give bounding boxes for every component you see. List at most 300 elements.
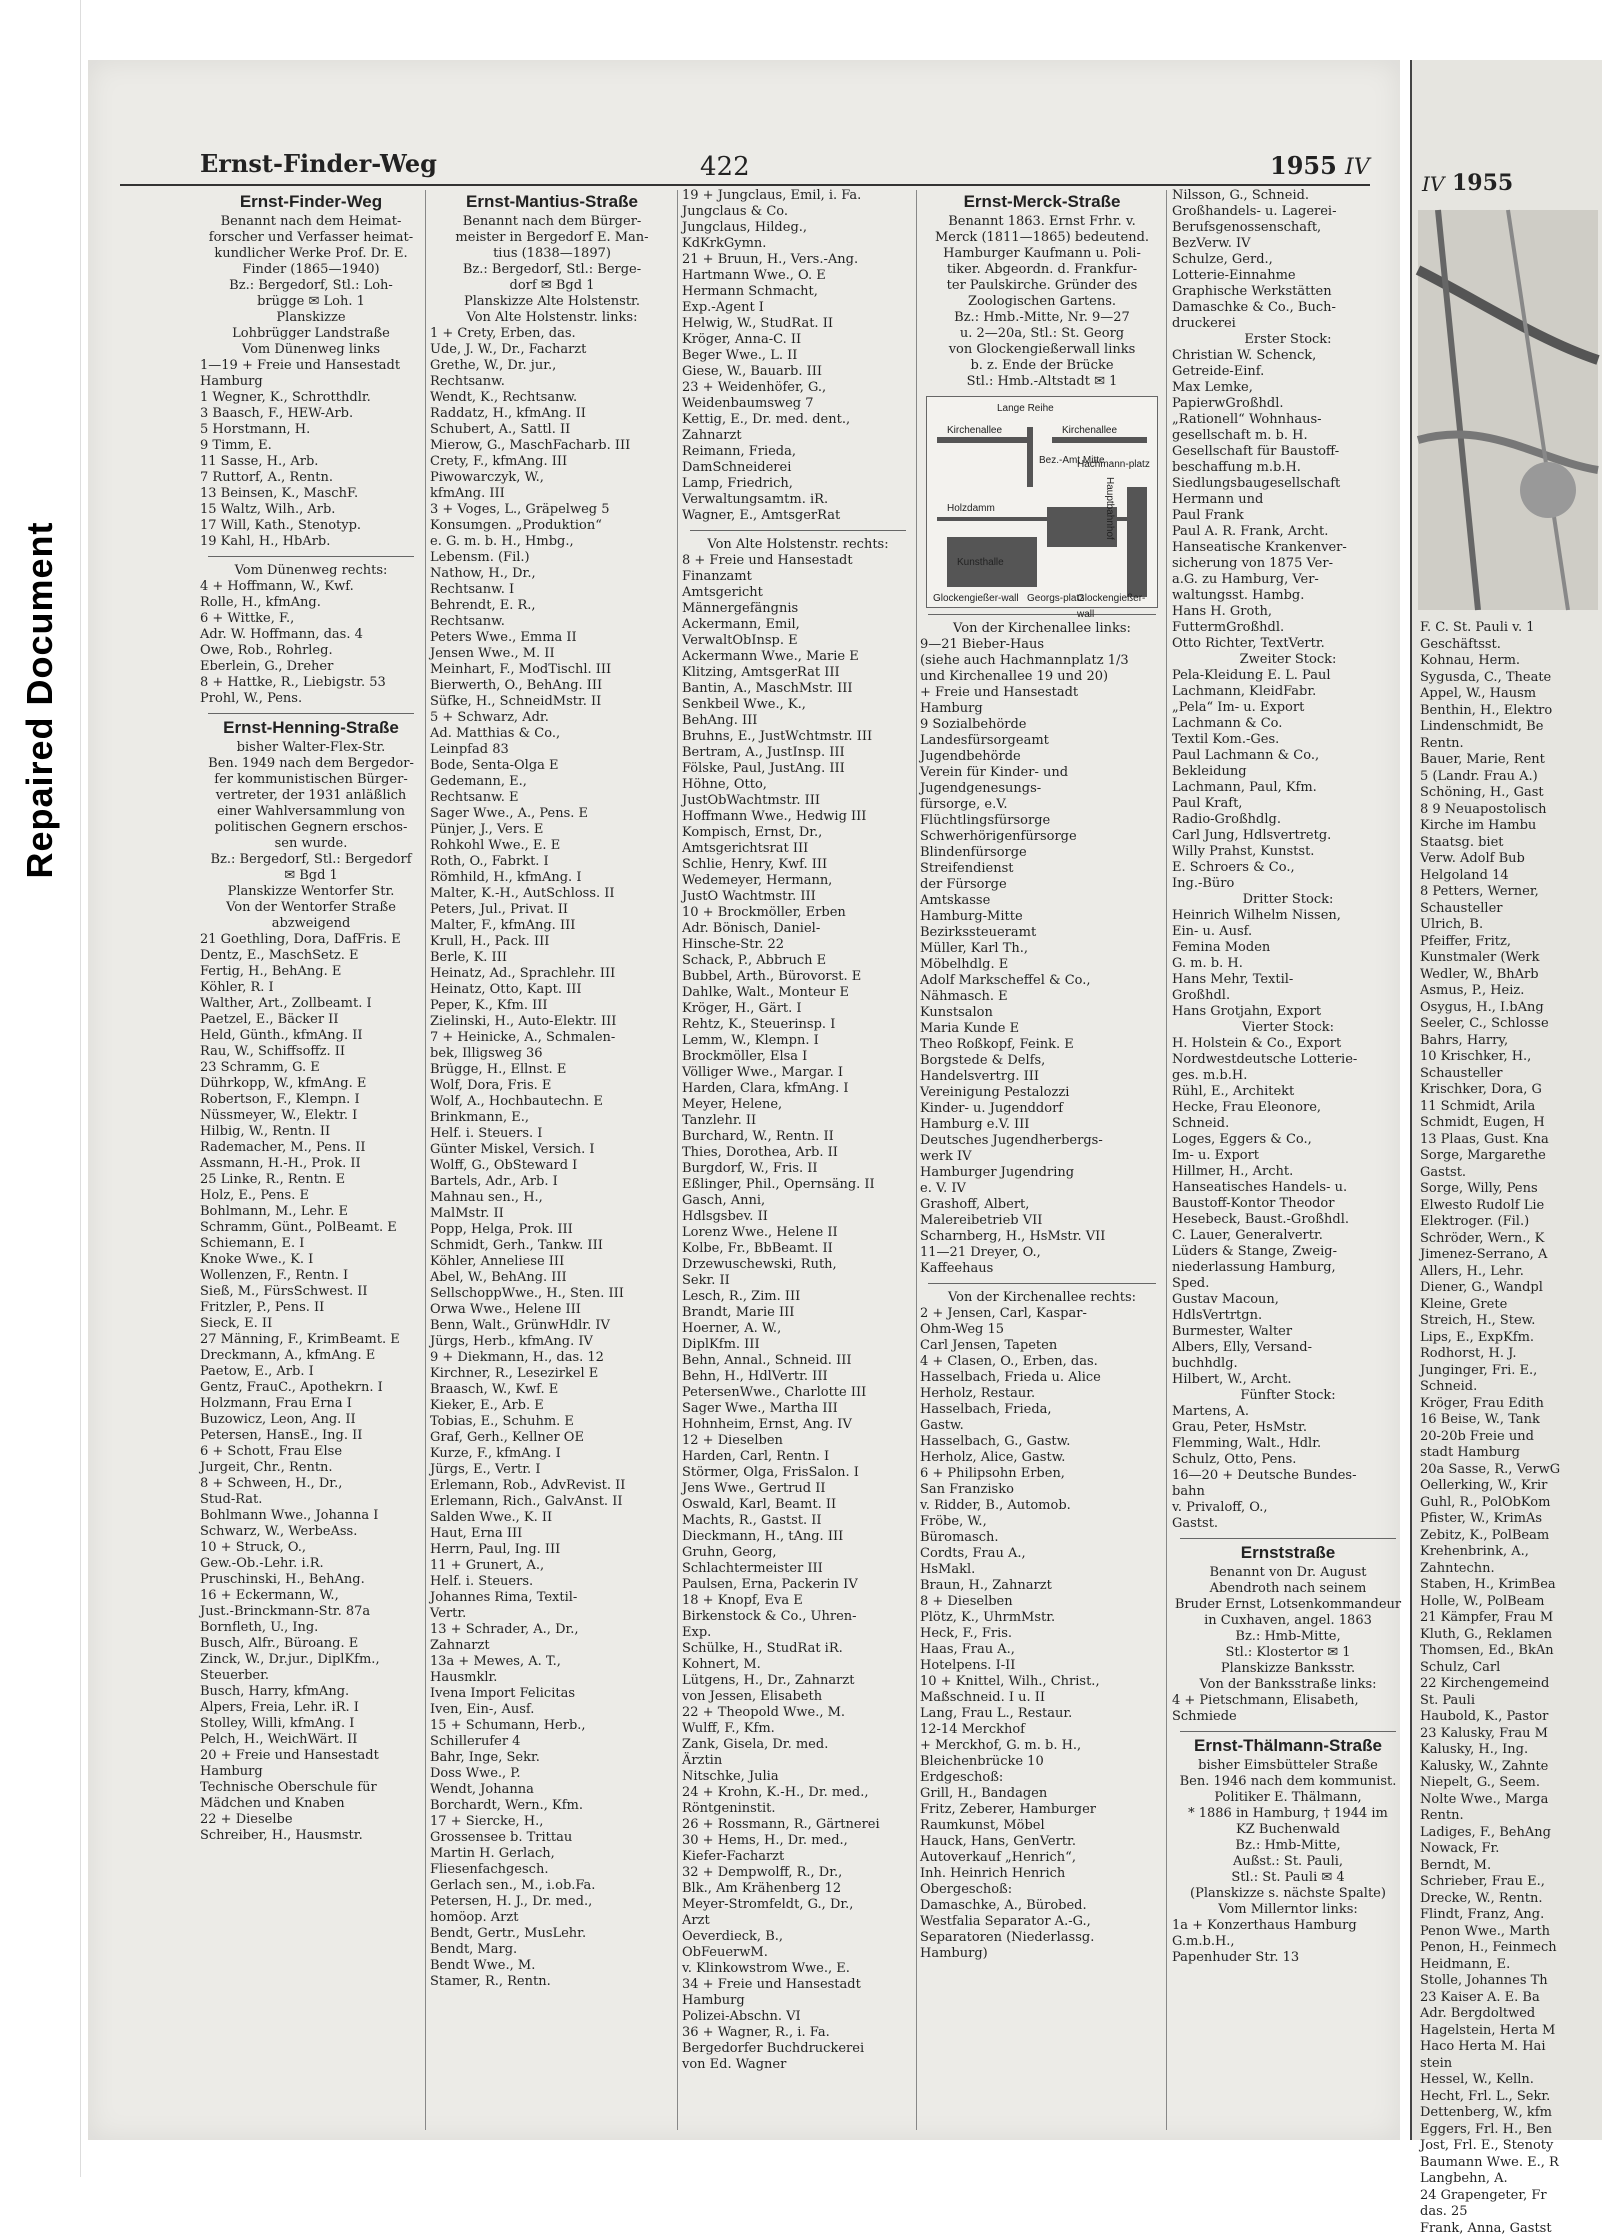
map-label: Lange Reihe xyxy=(997,401,1054,417)
map-label: Georgs-platz xyxy=(1027,591,1084,607)
street-note: Benannt von Dr. August xyxy=(1172,1565,1404,1581)
directory-entry: Berle, K. III xyxy=(430,950,674,966)
directory-entry: Bendt Wwe., M. xyxy=(430,1958,674,1974)
directory-entry: Dreckmann, A., kfmAng. E xyxy=(200,1348,422,1364)
directory-entry: 12-14 Merckhof xyxy=(920,1722,1164,1738)
adjacent-entry: Kleine, Grete xyxy=(1420,1297,1600,1314)
adjacent-entry: 23 Kalusky, Frau M xyxy=(1420,1726,1600,1743)
divider xyxy=(928,1283,1156,1284)
map-label: Bez.-Amt Mitte xyxy=(1039,453,1105,469)
directory-entry: Schmiede xyxy=(1172,1709,1404,1725)
directory-entry: Wollenzen, F., Rentn. I xyxy=(200,1268,422,1284)
directory-entry: Braasch, W., Kwf. E xyxy=(430,1382,674,1398)
directory-entry: 8 + Dieselben xyxy=(920,1594,1164,1610)
directory-entry: Erdgeschoß: xyxy=(920,1770,1164,1786)
directory-entry: Bohlmann Wwe., Johanna I xyxy=(200,1508,422,1524)
map-label: Glockengießer-wall xyxy=(1077,591,1157,623)
directory-entry: Paul Kraft, xyxy=(1172,796,1404,812)
directory-entry: Femina Moden xyxy=(1172,940,1404,956)
street-note: in Cuxhaven, angel. 1863 xyxy=(1172,1613,1404,1629)
directory-entry: Köhler, Anneliese III xyxy=(430,1254,674,1270)
directory-entry: Hohnheim, Ernst, Ang. IV xyxy=(682,1417,914,1433)
directory-entry: Busch, Alfr., Büroang. E xyxy=(200,1636,422,1652)
directory-entry: Berufsgenossenschaft, xyxy=(1172,220,1404,236)
directory-entry: 27 Männing, F., KrimBeamt. E xyxy=(200,1332,422,1348)
adjacent-entry: Benthin, H., Elektro xyxy=(1420,703,1600,720)
adjacent-entry: Penon Wwe., Marth xyxy=(1420,1924,1600,1941)
directory-entry: Hamburg xyxy=(200,374,422,390)
adjacent-entry: 8 Petters, Werner, xyxy=(1420,884,1600,901)
directory-entry: 11—21 Dreyer, O., xyxy=(920,1245,1164,1261)
directory-entry: Jugendbehörde xyxy=(920,749,1164,765)
directory-entry: Gustav Macoun, xyxy=(1172,1292,1404,1308)
directory-entry: Hans Mehr, Textil- xyxy=(1172,972,1404,988)
directory-entry: Kirchner, R., Lesezirkel E xyxy=(430,1366,674,1382)
directory-entry: 21 + Bruun, H., Vers.-Ang. xyxy=(682,252,914,268)
directory-entry: 4 + Pietschmann, Elisabeth, xyxy=(1172,1693,1404,1709)
directory-entry: Adolf Markscheffel & Co., xyxy=(920,973,1164,989)
adjacent-entry: Heidmann, E. xyxy=(1420,1957,1600,1974)
directory-entry: 11 + Grunert, A., xyxy=(430,1558,674,1574)
street-note: Merck (1811—1865) bedeutend. xyxy=(920,230,1164,246)
directory-entry: Schiemann, E. I xyxy=(200,1236,422,1252)
adjacent-entry: Wedler, W., BhArb xyxy=(1420,967,1600,984)
directory-entry: 17 + Siercke, H., xyxy=(430,1814,674,1830)
directory-entry: Paul Lachmann & Co., xyxy=(1172,748,1404,764)
map-label: Kirchenallee xyxy=(1062,423,1117,439)
directory-entry: Baustoff-Kontor Theodor xyxy=(1172,1196,1404,1212)
directory-entry: Gedemann, E., xyxy=(430,774,674,790)
directory-entry: Kolbe, Fr., BbBeamt. II xyxy=(682,1241,914,1257)
directory-entry: Günter Miskel, Versich. I xyxy=(430,1142,674,1158)
map-label: Hauptbahnhof xyxy=(1101,477,1117,540)
directory-entry: waltungsst. Hambg. xyxy=(1172,588,1404,604)
directory-entry: Christian W. Schenck, xyxy=(1172,348,1404,364)
directory-entry: Blk., Am Krähenberg 12 xyxy=(682,1881,914,1897)
adjacent-map-svg xyxy=(1418,210,1598,610)
directory-entry: Rolle, H., kfmAng. xyxy=(200,595,422,611)
street-note: Planskizze Alte Holstenstr. xyxy=(430,294,674,310)
directory-entry: Burmester, Walter xyxy=(1172,1324,1404,1340)
adjacent-entry: Bahrs, Harry, xyxy=(1420,1033,1600,1050)
directory-entry: Schramm, Günt., PolBeamt. E xyxy=(200,1220,422,1236)
directory-entry: Hamburg e.V. III xyxy=(920,1117,1164,1133)
directory-entry: Meyer-Stromfeldt, G., Dr., xyxy=(682,1897,914,1913)
directory-entry: Im- u. Export xyxy=(1172,1148,1404,1164)
directory-entry: Helf. i. Steuers. xyxy=(430,1574,674,1590)
street-note: KZ Buchenwald xyxy=(1172,1822,1404,1838)
directory-entry: Behn, Annal., Schneid. III xyxy=(682,1353,914,1369)
directory-entry: Separatoren (Niederlassg. xyxy=(920,1930,1164,1946)
directory-entry: Hoffmann Wwe., Hedwig III xyxy=(682,809,914,825)
directory-entry: Grill, H., Bandagen xyxy=(920,1786,1164,1802)
directory-entry: Erlemann, Rich., GalvAnst. II xyxy=(430,1494,674,1510)
directory-entry: Helwig, W., StudRat. II xyxy=(682,316,914,332)
adjacent-entry: Kirche im Hambu xyxy=(1420,818,1600,835)
directory-entry: Paetow, E., Arb. I xyxy=(200,1364,422,1380)
directory-entry: und Kirchenallee 19 und 20) xyxy=(920,669,1164,685)
street-note: Von der Wentorfer Straße xyxy=(200,900,422,916)
directory-entry: Kurze, F., kfmAng. I xyxy=(430,1446,674,1462)
directory-entry: gesellschaft m. b. H. xyxy=(1172,428,1404,444)
directory-entry: Harden, Carl, Rentn. I xyxy=(682,1449,914,1465)
page-header xyxy=(120,150,1370,186)
directory-entry: Pruschinski, H., BehAng. xyxy=(200,1572,422,1588)
directory-entry: Polizei-Abschn. VI xyxy=(682,2009,914,2025)
directory-entry: 5 Horstmann, H. xyxy=(200,422,422,438)
directory-entry: Hamburger Jugendring xyxy=(920,1165,1164,1181)
adjacent-entry: Helgoland 14 xyxy=(1420,868,1600,885)
directory-entry: Bezirkssteueramt xyxy=(920,925,1164,941)
adjacent-entry: Langbehn, A. xyxy=(1420,2171,1600,2188)
directory-entry: ObFeuerwM. xyxy=(682,1945,914,1961)
directory-entry: Lachmann, Paul, Kfm. xyxy=(1172,780,1404,796)
directory-entry: Lesch, R., Zim. III xyxy=(682,1289,914,1305)
street-note: Bz.: Hmb-Mitte, xyxy=(1172,1838,1404,1854)
street-note: von Glockengießerwall links xyxy=(920,342,1164,358)
adjacent-entry: F. C. St. Pauli v. 1 xyxy=(1420,620,1600,637)
street-note: Bz.: Hmb-Mitte, xyxy=(1172,1629,1404,1645)
directory-entry: E. Schroers & Co., xyxy=(1172,860,1404,876)
directory-entry: Exp.-Agent I xyxy=(682,300,914,316)
adjacent-entry: Drecke, W., Rentn. xyxy=(1420,1891,1600,1908)
directory-entry: Kinder- u. Jugenddorf xyxy=(920,1101,1164,1117)
adjacent-map-sketch xyxy=(1418,210,1598,610)
directory-entry: Reimann, Frieda, xyxy=(682,444,914,460)
map-label: Hachmann-platz xyxy=(1077,457,1150,473)
directory-entry: Burgdorf, W., Fris. II xyxy=(682,1161,914,1177)
directory-entry: 18 + Knopf, Eva E xyxy=(682,1593,914,1609)
street-note: Außst.: St. Pauli, xyxy=(1172,1854,1404,1870)
directory-entry: Ohm-Weg 15 xyxy=(920,1322,1164,1338)
directory-entry: Amtskasse xyxy=(920,893,1164,909)
adjacent-entry: Schöning, H., Gast xyxy=(1420,785,1600,802)
street-note: Von der Kirchenallee rechts: xyxy=(920,1290,1164,1306)
street-title: Ernst-Henning-Straße xyxy=(200,720,422,736)
directory-entry: Helf. i. Steuers. I xyxy=(430,1126,674,1142)
directory-entry: Bohlmann, M., Lehr. E xyxy=(200,1204,422,1220)
directory-entry: Inh. Heinrich Henrich xyxy=(920,1866,1164,1882)
directory-entry: Weidenbaumsweg 7 xyxy=(682,396,914,412)
adjacent-entry: Kunstmaler (Werk xyxy=(1420,950,1600,967)
directory-entry: Heinatz, Otto, Kapt. III xyxy=(430,982,674,998)
directory-entry: Bertram, A., JustInsp. III xyxy=(682,745,914,761)
directory-entry: Rühl, E., Architekt xyxy=(1172,1084,1404,1100)
directory-entry: Schwerhörigenfürsorge xyxy=(920,829,1164,845)
directory-entry: Höhne, Otto, xyxy=(682,777,914,793)
street-note: Von der Kirchenallee links: xyxy=(920,621,1164,637)
directory-entry: 9—21 Bieber-Haus xyxy=(920,637,1164,653)
directory-entry: Kiefer-Facharzt xyxy=(682,1849,914,1865)
directory-entry: Otto Richter, TextVertr. xyxy=(1172,636,1404,652)
directory-entry: 9 Sozialbehörde xyxy=(920,717,1164,733)
directory-entry: Oswald, Karl, Beamt. II xyxy=(682,1497,914,1513)
directory-entry: Pelch, H., WeichWärt. II xyxy=(200,1732,422,1748)
directory-entry: Lemm, W., Klempn. I xyxy=(682,1033,914,1049)
directory-entry: Bubbel, Arth., Bürovorst. E xyxy=(682,969,914,985)
street-note: Stl.: Klostertor ✉ 1 xyxy=(1172,1645,1404,1661)
directory-entry: Graphische Werkstätten xyxy=(1172,284,1404,300)
directory-entry: Eberlein, G., Dreher xyxy=(200,659,422,675)
directory-entry: Sieck, E. II xyxy=(200,1316,422,1332)
directory-entry: Sieß, M., FürsSchwest. II xyxy=(200,1284,422,1300)
directory-entry: Theo Roßkopf, Feink. E xyxy=(920,1037,1164,1053)
directory-entry: Hermann Schmacht, xyxy=(682,284,914,300)
directory-entry: Cordts, Frau A., xyxy=(920,1546,1164,1562)
directory-entry: Johannes Rima, Textil- xyxy=(430,1590,674,1606)
directory-entry: Ing.-Büro xyxy=(1172,876,1404,892)
directory-entry: Gesellschaft für Baustoff- xyxy=(1172,444,1404,460)
directory-entry: Just.-Brinckmann-Str. 87a xyxy=(200,1604,422,1620)
directory-entry: Herholz, Restaur. xyxy=(920,1386,1164,1402)
directory-entry: Bahr, Inge, Sekr. xyxy=(430,1750,674,1766)
directory-entry: 13 Beinsen, K., MaschF. xyxy=(200,486,422,502)
adjacent-entry: St. Pauli xyxy=(1420,1693,1600,1710)
directory-entry: homöop. Arzt xyxy=(430,1910,674,1926)
street-title: Ernststraße xyxy=(1172,1545,1404,1561)
street-note: Vierter Stock: xyxy=(1172,1020,1404,1036)
directory-entry: Plötz, K., UhrmMstr. xyxy=(920,1610,1164,1626)
directory-entry: Herrn, Paul, Ing. III xyxy=(430,1542,674,1558)
directory-entry: Rau, W., Schiffsoffz. II xyxy=(200,1044,422,1060)
adjacent-entry: Rentn. xyxy=(1420,736,1600,753)
street-note: politischen Gegnern erschos- xyxy=(200,820,422,836)
directory-entry: Nähmasch. E xyxy=(920,989,1164,1005)
directory-entry: + Freie und Hansestadt xyxy=(920,685,1164,701)
directory-entry: Deutsches Jugendherbergs- xyxy=(920,1133,1164,1149)
directory-entry: a.G. zu Hamburg, Ver- xyxy=(1172,572,1404,588)
directory-entry: Völliger Wwe., Margar. I xyxy=(682,1065,914,1081)
directory-entry: Assmann, H.-H., Prok. II xyxy=(200,1156,422,1172)
adjacent-entry: Elwesto Rudolf Lie xyxy=(1420,1198,1600,1215)
directory-entry: Grau, Peter, HsMstr. xyxy=(1172,1420,1404,1436)
directory-entry: Schulze, Gerd., xyxy=(1172,252,1404,268)
directory-entry: Scharnberg, H., HsMstr. VII xyxy=(920,1229,1164,1245)
directory-entry: Mädchen und Knaben xyxy=(200,1796,422,1812)
adjacent-entry: 8 9 Neuapostolisch xyxy=(1420,802,1600,819)
directory-entry: Malter, K.-H., AutSchloss. II xyxy=(430,886,674,902)
directory-entry: Verein für Kinder- und xyxy=(920,765,1164,781)
directory-entry: 8 + Freie und Hansestadt xyxy=(682,553,914,569)
directory-entry: Holzmann, Frau Erna I xyxy=(200,1396,422,1412)
directory-entry: Konsumgen. „Produktion“ xyxy=(430,518,674,534)
directory-entry: Wendt, K., Rechtsanw. xyxy=(430,390,674,406)
directory-entry: sicherung von 1875 Ver- xyxy=(1172,556,1404,572)
adjacent-entry: Rodhorst, H. J. xyxy=(1420,1346,1600,1363)
directory-entry: Lang, Frau L., Restaur. xyxy=(920,1706,1164,1722)
directory-entry: Zahnarzt xyxy=(430,1638,674,1654)
street-note: * 1886 in Hamburg, † 1944 im xyxy=(1172,1806,1404,1822)
directory-entry: Fritzler, P., Pens. II xyxy=(200,1300,422,1316)
directory-entry: Schreiber, H., Hausmstr. xyxy=(200,1828,422,1844)
directory-entry: Held, Günth., kfmAng. II xyxy=(200,1028,422,1044)
directory-entry: Hasselbach, G., Gastw. xyxy=(920,1434,1164,1450)
directory-entry: Meinhart, F., ModTischl. III xyxy=(430,662,674,678)
directory-entry: Lachmann, KleidFabr. xyxy=(1172,684,1404,700)
directory-entry: 10 + Brockmöller, Erben xyxy=(682,905,914,921)
directory-entry: v. Ridder, B., Automob. xyxy=(920,1498,1164,1514)
adjacent-entry: Eggers, Frl. H., Ben xyxy=(1420,2122,1600,2139)
adjacent-entry: Pfister, W., KrimAs xyxy=(1420,1511,1600,1528)
directory-entry: KdKrkGymn. xyxy=(682,236,914,252)
adjacent-entry: Zahntechn. xyxy=(1420,1561,1600,1578)
adjacent-entry: Berndt, M. xyxy=(1420,1858,1600,1875)
directory-entry: 20 + Freie und Hansestadt xyxy=(200,1748,422,1764)
street-note: Bz.: Bergedorf, Stl.: Berge- xyxy=(430,262,674,278)
directory-entry: Heinrich Wilhelm Nissen, xyxy=(1172,908,1404,924)
divider xyxy=(1180,1731,1396,1732)
directory-entry: 10 + Knittel, Wilh., Christ., xyxy=(920,1674,1164,1690)
directory-entry: Papenhuder Str. 13 xyxy=(1172,1950,1404,1966)
adjacent-entry: Diener, G., Wandpl xyxy=(1420,1280,1600,1297)
street-note: Von Alte Holstenstr. links: xyxy=(430,310,674,326)
directory-entry: Willy Prahst, Kunstst. xyxy=(1172,844,1404,860)
directory-entry: PetersenWwe., Charlotte III xyxy=(682,1385,914,1401)
directory-entry: Jensen Wwe., M. II xyxy=(430,646,674,662)
directory-entry: Westfalia Separator A.-G., xyxy=(920,1914,1164,1930)
directory-entry: 6 + Wittke, F., xyxy=(200,611,422,627)
directory-entry: Martin H. Gerlach, xyxy=(430,1846,674,1862)
directory-entry: Bantin, A., MaschMstr. III xyxy=(682,681,914,697)
directory-entry: Loges, Eggers & Co., xyxy=(1172,1132,1404,1148)
street-note: forscher und Verfasser heimat- xyxy=(200,230,422,246)
street-note: Planskizze Wentorfer Str. xyxy=(200,884,422,900)
directory-entry: 22 + Theopold Wwe., M. xyxy=(682,1705,914,1721)
directory-entry: Brockmöller, Elsa I xyxy=(682,1049,914,1065)
directory-entry: Störmer, Olga, FrisSalon. I xyxy=(682,1465,914,1481)
directory-entry: Thies, Dorothea, Arb. II xyxy=(682,1145,914,1161)
directory-entry: Nathow, H., Dr., xyxy=(430,566,674,582)
adjacent-entry: Sorge, Willy, Pens xyxy=(1420,1181,1600,1198)
directory-entry: Büromasch. xyxy=(920,1530,1164,1546)
directory-entry: 4 + Clasen, O., Erben, das. xyxy=(920,1354,1164,1370)
directory-entry: der Fürsorge xyxy=(920,877,1164,893)
column-4 xyxy=(920,188,1164,2148)
directory-entry: Jürgs, Herb., kfmAng. IV xyxy=(430,1334,674,1350)
directory-entry: Borchardt, Wern., Kfm. xyxy=(430,1798,674,1814)
street-note: Hamburger Kaufmann u. Poli- xyxy=(920,246,1164,262)
directory-entry: 25 Linke, R., Rentn. E xyxy=(200,1172,422,1188)
directory-entry: Stud-Rat. xyxy=(200,1492,422,1508)
directory-entry: Schwarz, W., WerbeAss. xyxy=(200,1524,422,1540)
directory-entry: Paul Frank xyxy=(1172,508,1404,524)
directory-entry: Malereibetrieb VII xyxy=(920,1213,1164,1229)
directory-entry: Machts, R., Gastst. II xyxy=(682,1513,914,1529)
directory-entry: Dührkopp, W., kfmAng. E xyxy=(200,1076,422,1092)
directory-entry: Alpers, Freia, Lehr. iR. I xyxy=(200,1700,422,1716)
directory-entry: 15 + Schumann, Herb., xyxy=(430,1718,674,1734)
adjacent-entry: Kluth, G., Reklamen xyxy=(1420,1627,1600,1644)
directory-entry: Möbelhdlg. E xyxy=(920,957,1164,973)
directory-entry: Hartmann Wwe., O. E xyxy=(682,268,914,284)
directory-entry: von Ed. Wagner xyxy=(682,2057,914,2073)
divider xyxy=(208,556,414,557)
directory-entry: Jürgs, E., Vertr. I xyxy=(430,1462,674,1478)
adjacent-entry: Sorge, Margarethe xyxy=(1420,1148,1600,1165)
directory-entry: Kröger, Anna-C. II xyxy=(682,332,914,348)
adjacent-entry: Dettenberg, W., kfm xyxy=(1420,2105,1600,2122)
street-note: dorf ✉ Bgd 1 xyxy=(430,278,674,294)
directory-entry: Fliesenfachgesch. xyxy=(430,1862,674,1878)
adjacent-entry: Seeler, C., Schlosse xyxy=(1420,1016,1600,1033)
adjacent-entry: Ladiges, F., BehAng xyxy=(1420,1825,1600,1842)
directory-entry: Rechtsanw. xyxy=(430,374,674,390)
directory-entry: Wendt, Johanna xyxy=(430,1782,674,1798)
street-note: bisher Walter-Flex-Str. xyxy=(200,740,422,756)
directory-entry: Prohl, W., Pens. xyxy=(200,691,422,707)
directory-entry: Paulsen, Erna, Packerin IV xyxy=(682,1577,914,1593)
directory-entry: San Franzisko xyxy=(920,1482,1164,1498)
adjacent-entry: Hagelstein, Herta M xyxy=(1420,2023,1600,2040)
column-rule xyxy=(677,190,678,2130)
directory-entry: Rehtz, K., Steuerinsp. I xyxy=(682,1017,914,1033)
directory-entry: Bleichenbrücke 10 xyxy=(920,1754,1164,1770)
directory-entry: Pela-Kleidung E. L. Paul xyxy=(1172,668,1404,684)
directory-entry: Großhdl. xyxy=(1172,988,1404,1004)
directory-entry: Bendt, Gertr., MusLehr. xyxy=(430,1926,674,1942)
map-label: Kirchenallee xyxy=(947,423,1002,439)
adjacent-entry: Zebitz, K., PolBeam xyxy=(1420,1528,1600,1545)
directory-entry: 3 Baasch, F., HEW-Arb. xyxy=(200,406,422,422)
directory-entry: kfmAng. III xyxy=(430,486,674,502)
directory-entry: Ein- u. Ausf. xyxy=(1172,924,1404,940)
directory-entry: Schillerufer 4 xyxy=(430,1734,674,1750)
directory-entry: Ad. Matthias & Co., xyxy=(430,726,674,742)
directory-entry: Braun, H., Zahnarzt xyxy=(920,1578,1164,1594)
directory-entry: Rohkohl Wwe., E. E xyxy=(430,838,674,854)
directory-entry: Adr. W. Hoffmann, das. 4 xyxy=(200,627,422,643)
adjacent-entry: Allers, H., Lehr. xyxy=(1420,1264,1600,1281)
directory-entry: Petersen, H. J., Dr. med., xyxy=(430,1894,674,1910)
street-note: tiker. Abgeordn. d. Frankfur- xyxy=(920,262,1164,278)
adjacent-column xyxy=(1420,620,1600,2120)
directory-entry: Martens, A. xyxy=(1172,1404,1404,1420)
directory-entry: Nüssmeyer, W., Elektr. I xyxy=(200,1108,422,1124)
street-note: sen wurde. xyxy=(200,836,422,852)
directory-entry: JustObWachtmstr. III xyxy=(682,793,914,809)
directory-entry: Rademacher, M., Pens. II xyxy=(200,1140,422,1156)
street-note: brügge ✉ Loh. 1 xyxy=(200,294,422,310)
directory-entry: Getreide-Einf. xyxy=(1172,364,1404,380)
directory-entry: Schmidt, Gerh., Tankw. III xyxy=(430,1238,674,1254)
directory-entry: Hanseatische Krankenver- xyxy=(1172,540,1404,556)
directory-entry: Petersen, HansE., Ing. II xyxy=(200,1428,422,1444)
directory-entry: SellschoppWwe., H., Sten. III xyxy=(430,1286,674,1302)
directory-entry: Gentz, FrauC., Apothekrn. I xyxy=(200,1380,422,1396)
adjacent-entry: Frank, Anna, Gastst xyxy=(1420,2221,1600,2237)
directory-entry: 1a + Konzerthaus Hamburg xyxy=(1172,1918,1404,1934)
street-title: Ernst-Thälmann-Straße xyxy=(1172,1738,1404,1754)
adjacent-entry: Krischker, Dora, G xyxy=(1420,1082,1600,1099)
directory-entry: e. V. IV xyxy=(920,1181,1164,1197)
directory-entry: Fritz, Zeberer, Hamburger xyxy=(920,1802,1164,1818)
directory-entry: Römhild, H., kfmAng. I xyxy=(430,870,674,886)
directory-entry: Bekleidung xyxy=(1172,764,1404,780)
directory-entry: 22 + Dieselbe xyxy=(200,1812,422,1828)
directory-entry: Burchard, W., Rentn. II xyxy=(682,1129,914,1145)
directory-entry: 34 + Freie und Hansestadt xyxy=(682,1977,914,1993)
column-2 xyxy=(430,188,674,2148)
directory-entry: Bendt, Marg. xyxy=(430,1942,674,1958)
directory-entry: Brinkmann, E., xyxy=(430,1110,674,1126)
column-1 xyxy=(200,188,422,2148)
directory-entry: Kettig, E., Dr. med. dent., xyxy=(682,412,914,428)
directory-entry: Maßschneid. I u. II xyxy=(920,1690,1164,1706)
adjacent-entry: Bauer, Marie, Rent xyxy=(1420,752,1600,769)
adjacent-entry: Hecht, Frl. L., Sekr. xyxy=(1420,2089,1600,2106)
directory-entry: Hamburg xyxy=(920,701,1164,717)
directory-entry: Herholz, Alice, Gastw. xyxy=(920,1450,1164,1466)
